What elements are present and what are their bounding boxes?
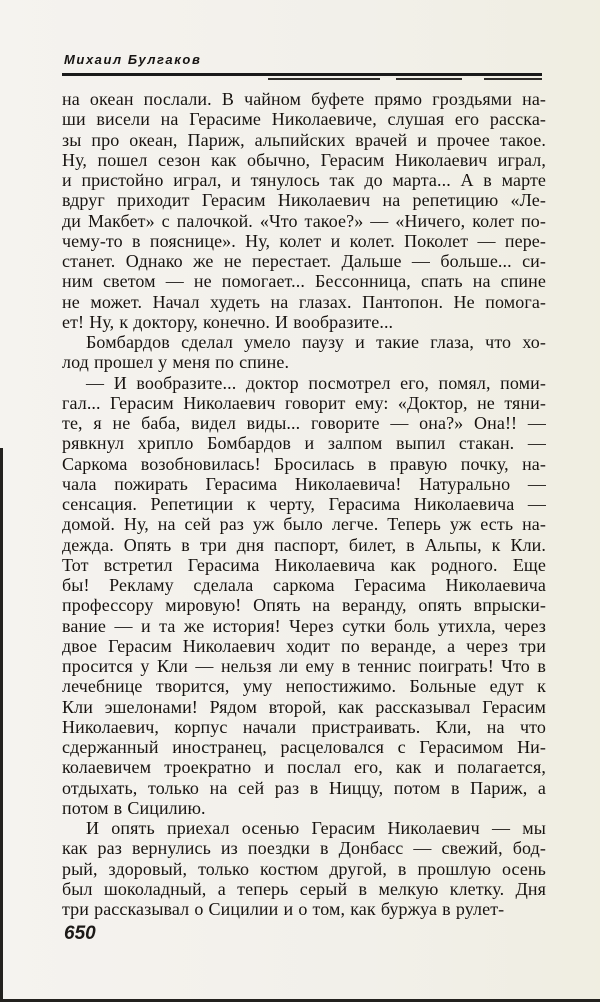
paragraph [62, 332, 546, 373]
text-line: Николаевич, корпус начали пристраивать. Кли, на что [62, 716, 546, 737]
text-line: дежда. Опять в три дня паспорт, билет, в Альпы, к Кли. [62, 534, 546, 555]
text-line: чему-то в пояснице». Ну, колет и колет. Поколет — пере- [62, 230, 546, 251]
text-line: и пристойно играл, и тянулось так до марта... А в марте [62, 170, 546, 190]
header-rule [62, 73, 542, 76]
text-line: вдруг приходит Герасим Николаевич на репетицию «Ле- [62, 190, 546, 211]
text-line: ним светом — не помогает... Бессонница, спать на спине [62, 271, 546, 292]
text-line: потом в Сицилию. [62, 797, 206, 818]
text-line: двое Герасим Николаевич ходит по веранде, а через три [62, 635, 546, 656]
text-line: те, я не баба, видел виды... говорите — она?» Она!! — [62, 413, 546, 433]
text-block [62, 89, 546, 919]
text-line: три рассказывал о Сицилии и о том, как буржуа в рулет- [62, 899, 505, 919]
text-line: Тот встретил Герасима Николаевича как родного. Еще [62, 554, 546, 575]
text-line: домой. Ну, на сей раз уж было легче. Теперь уж есть на- [62, 514, 546, 535]
text-line: — И вообразите... доктор посмотрел его, помял, поми- [86, 372, 546, 393]
paragraph [62, 89, 546, 332]
text-line: лод прошел у меня по спине. [62, 352, 290, 373]
text-line: гал... Герасим Николаевич говорит ему: «Доктор, не тяни- [62, 392, 546, 413]
text-line: Кли эшелонами! Рядом второй, как рассказывал Герасим [62, 696, 546, 717]
text-line: на океан послали. В чайном буфете прямо гроздьями на- [62, 89, 546, 109]
text-line: сдержанный иностранец, расцеловался с Герасимом Ни- [62, 737, 546, 757]
text-line: профессору мировую! Опять на веранду, опять впрыски- [62, 595, 546, 616]
text-line: станет. Однако же не перестает. Дальше — больше... си- [62, 251, 546, 271]
text-line: как раз вернулись из поездки в Донбасс — свежий, бод- [62, 838, 546, 859]
rule-scan-artifact [484, 78, 542, 80]
text-line: рый, здоровый, только костюм другой, в прошлую осень [62, 858, 546, 879]
text-line: колаевичем троекратно и послал его, как и полагается, [62, 757, 546, 778]
text-line: вание — и та же история! Через сутки боль утихла, через [62, 615, 546, 636]
text-line: И опять приехал осенью Герасим Николаевич — мы [86, 818, 546, 838]
text-line: Ну, пошел сезон как обычно, Герасим Николаевич играл, [62, 149, 546, 170]
text-line: Бомбардов сделал умело паузу и такие глаза, что хо- [86, 332, 546, 352]
text-line: отдыхать, только на сей раз в Ниццу, потом в Париж, а [62, 777, 546, 798]
text-line: чала пожирать Герасима Николаевича! Натурально — [62, 473, 546, 494]
text-line: не может. Начал худеть на глазах. Пантопон. Не помога- [62, 291, 546, 312]
text-line: рявкнул хрипло Бомбардов и залпом выпил стакан. — [62, 433, 546, 454]
text-line: лечебнице творится, уму непостижимо. Больные едут к [62, 676, 546, 697]
page-number: 650 [64, 923, 96, 944]
text-line: сенсация. Репетиции к черту, Герасима Николаевича — [62, 494, 546, 514]
text-line: бы! Рекламу сделала саркома Герасима Николаевича [62, 575, 546, 595]
text-line: был шоколадный, а теперь серый в мелкую клетку. Дня [62, 878, 546, 899]
rule-scan-artifact [396, 78, 462, 80]
text-line: зы про океан, Париж, альпийских врачей и прочее такое. [62, 129, 546, 150]
text-line: ши висели на Герасиме Николаевиче, слушая его расска- [62, 109, 546, 130]
text-line: Саркома возобновилась! Бросилась в правую почку, на- [62, 453, 546, 474]
text-line: ет! Ну, к доктору, конечно. И вообразите... [62, 311, 394, 332]
author-header: Михаил Булгаков [64, 52, 202, 67]
text-line: ди Макбет» с палочкой. «Что такое?» — «Ничего, колет по- [62, 210, 546, 231]
paragraph [62, 373, 546, 819]
rule-scan-artifact [268, 78, 380, 80]
scan-edge-left [0, 448, 3, 1002]
paragraph [62, 818, 546, 919]
text-line: просится у Кли — нельзя ли ему в теннис поиграть! Что в [62, 656, 546, 676]
